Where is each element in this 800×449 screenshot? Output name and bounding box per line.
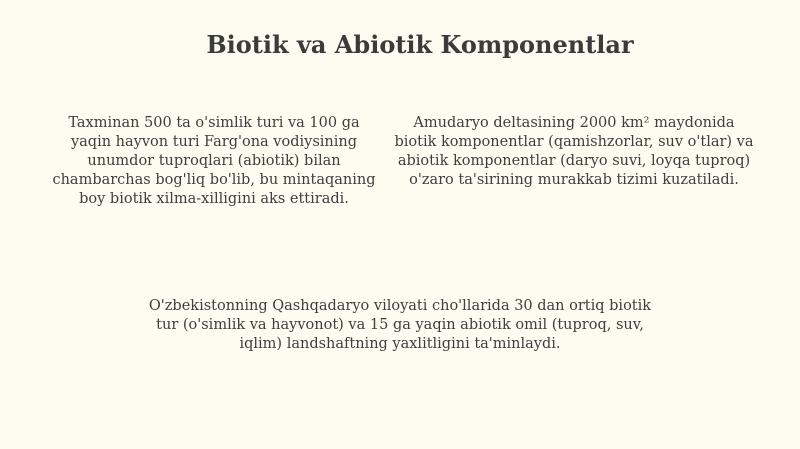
- paragraph-qashqadaryo: O'zbekistonning Qashqadaryo viloyati cho'llarida 30 dan ortiq biotik tur (o'simlik va hayvonot) va 15 ga yaqin abiotik omil (tuproq, suv, iqlim) landshaftning yaxlitligini ta'minlaydi.: [148, 298, 652, 352]
- paragraph-amudaryo: Amudaryo deltasining 2000 km² maydonida biotik komponentlar (qamishzorlar, suv o'tlar) va abiotik komponentlar (daryo suvi, loyqa tuproq) o'zaro ta'sirining murakkab tizimi kuzatiladi.: [394, 115, 754, 188]
- slide-title: Biotik va Abiotik Komponentlar: [206, 30, 634, 59]
- paragraph-fergana: Taxminan 500 ta o'simlik turi va 100 ga yaqin hayvon turi Farg'ona vodiysining unumdor tuproqlari (abiotik) bilan chambarchas bog'liq bo'lib, bu mintaqaning boy biotik xilma-xilligini aks ettiradi.: [52, 115, 376, 207]
